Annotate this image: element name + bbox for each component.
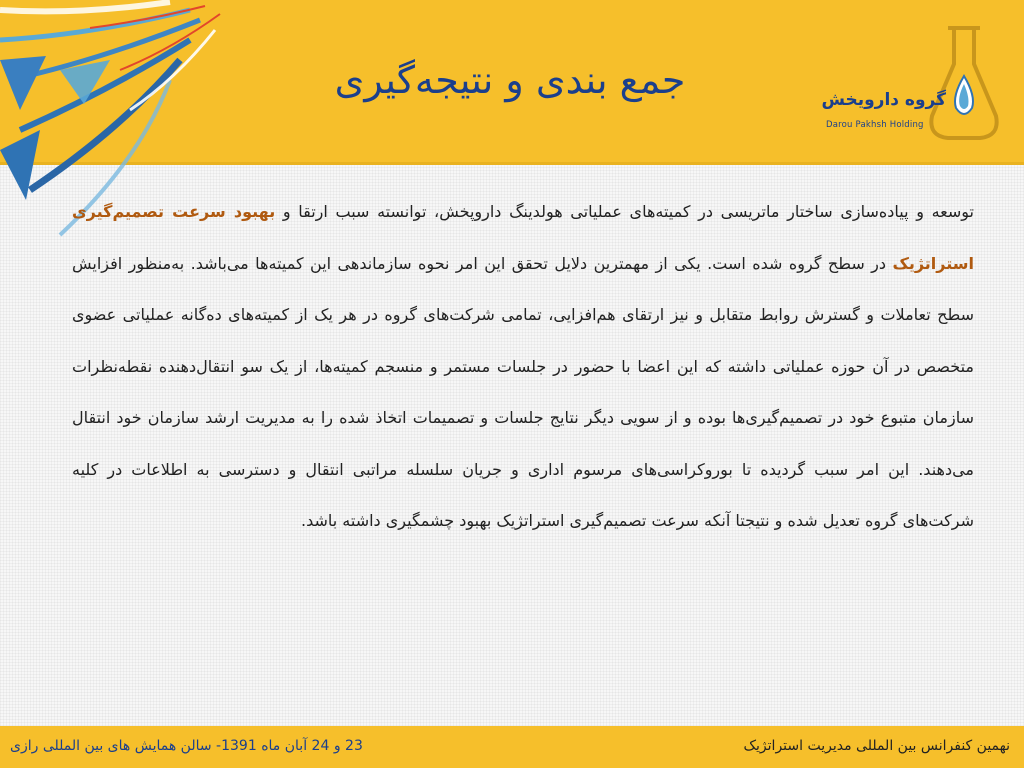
footer-conference-name: نهمین کنفرانس بین المللی مدیریت استراتژیک <box>743 738 1010 754</box>
logo <box>822 24 1012 142</box>
logo-name: گروه دارویخش <box>821 90 946 110</box>
body-paragraph <box>72 186 974 547</box>
body-text-part1: توسعه و پیاده‌سازی ساختار ماتریسی در کمیته‌های عملیاتی هولدینگ داروپخش، توانسته سبب ارتقا و <box>275 202 974 221</box>
flask-logo-icon <box>928 24 1000 142</box>
body-text-part2: در سطح گروه شده است. یکی از مهمترین دلایل تحقق این امر نحوه سازماندهی این کمیته‌ها می‌باشد. به‌منظور افزایش سطح تعاملات و گسترش روابط متقابل و نیز ارتقای هم‌افزایی، تمامی شرکت‌های گروه در هر یک از کمیته‌های ده‌گانه عملیاتی عضوی متخصص در آن حوزه عملیاتی داشته که این اعضا با حضور در جلسات مستمر و منسجم کمیته‌ها، از یک سو انتقال‌دهنده نقطه‌نظرات سازمان متبوع خود در تصمیم‌گیری‌ها بوده و از سویی دیگر نتایج جلسات و تصمیمات اتخاذ شده را به مدیریت ارشد سازمان خود انتقال می‌دهند. این امر سبب گردیده تا بوروکراسی‌های مرسوم اداری و جریان سلسله مراتبی انتقال و دسترسی به اطلاعات در کلیه شرکت‌های گروه تعدیل شده و نتیجتا آنکه سرعت تصمیم‌گیری استراتژیک بهبود چشمگیری داشته باشد. <box>72 253 974 530</box>
logo-latin-name: Darou Pakhsh Holding <box>826 120 924 130</box>
page-title: جمع بندی و نتیجه‌گیری <box>334 58 686 102</box>
body-highlight: بهبود سرعت تصمیم‌گیری استراتژیک <box>72 202 974 273</box>
footer-date-venue: 23 و 24 آبان ماه 1391- سالن همایش های بین المللی رازی <box>10 738 363 754</box>
